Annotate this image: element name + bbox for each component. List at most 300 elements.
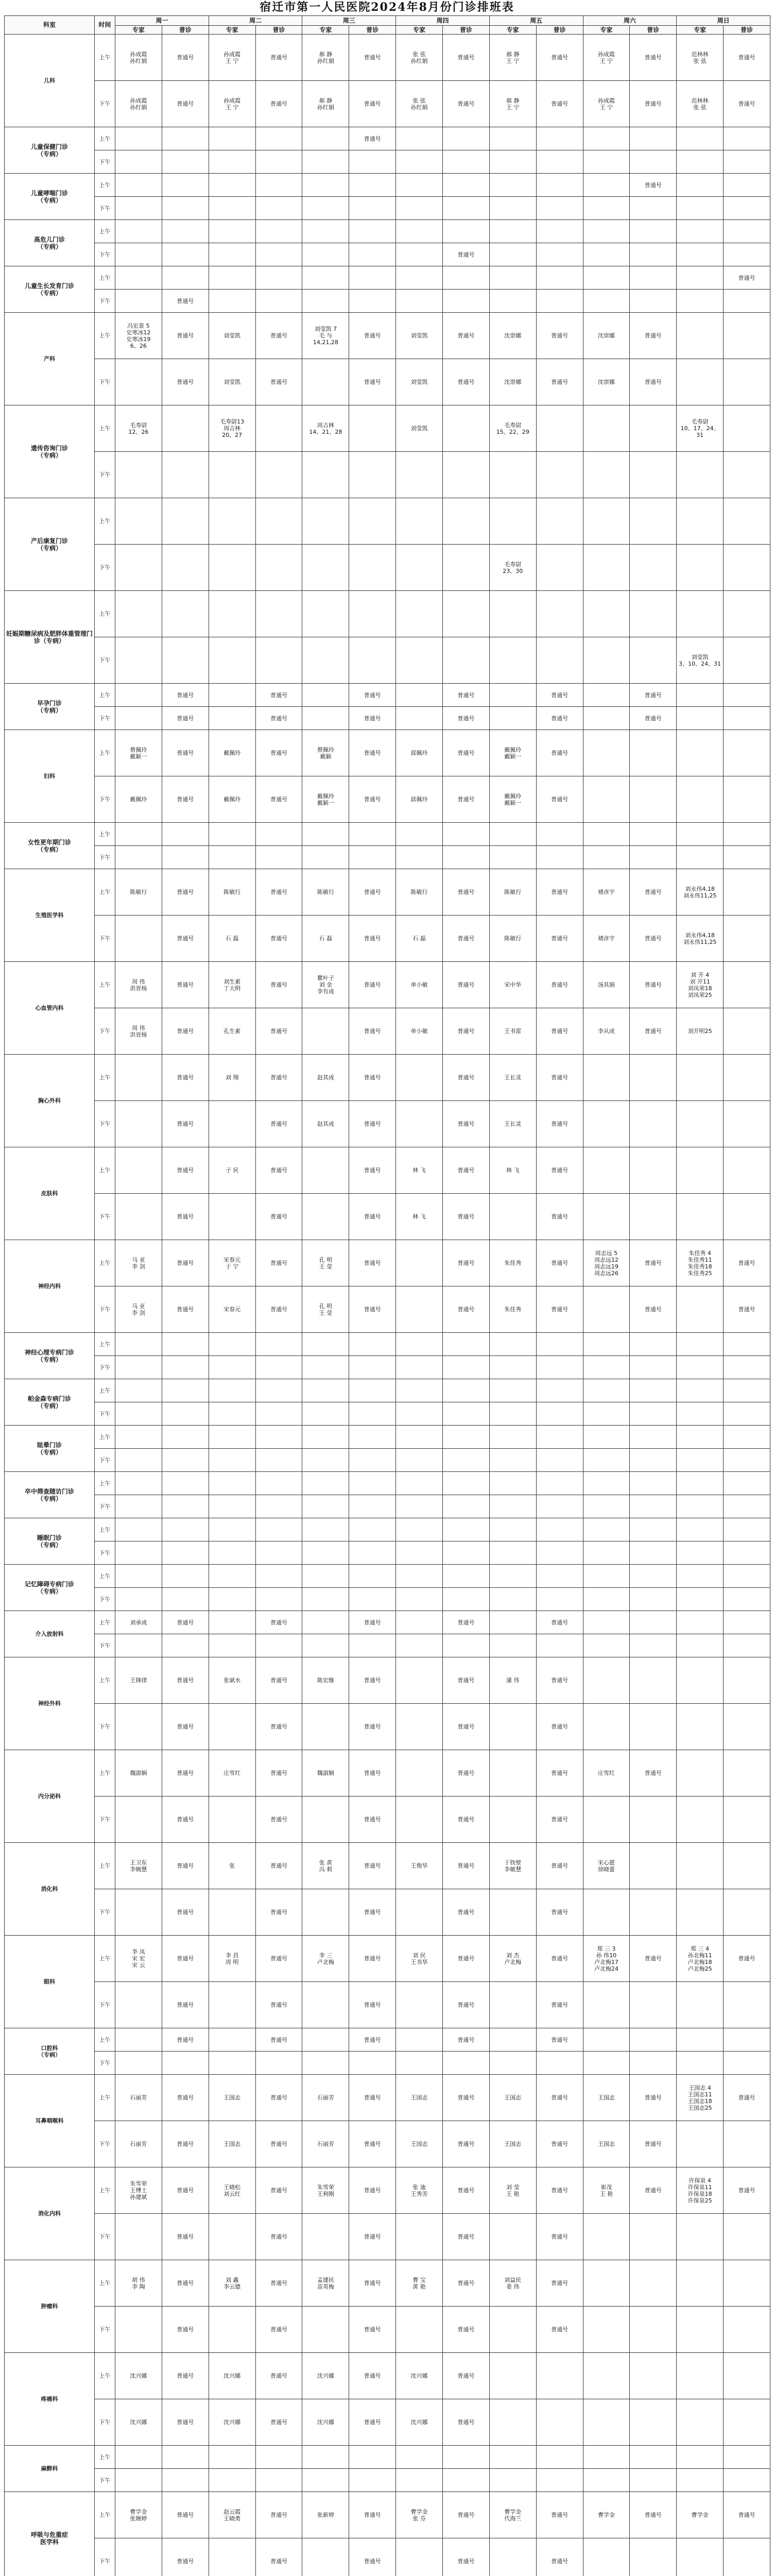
expert-cell: 庄雪红 (583, 1750, 630, 1797)
session-label: 下午 (95, 452, 115, 498)
general-cell (442, 1634, 489, 1657)
general-cell (162, 1449, 209, 1472)
general-cell (724, 2469, 770, 2492)
general-cell (724, 2538, 770, 2576)
expert-cell (583, 243, 630, 266)
general-cell: 普通号 (442, 2399, 489, 2446)
expert-cell (677, 2121, 724, 2167)
expert-cell: 孙成霞 孙红娟 (115, 81, 162, 127)
general-cell (630, 1194, 677, 1240)
expert-cell (115, 220, 162, 243)
expert-cell (115, 1518, 162, 1541)
expert-cell (302, 150, 349, 174)
expert-cell (302, 1194, 349, 1240)
expert-cell (302, 2052, 349, 2075)
general-cell: 普通号 (162, 776, 209, 823)
expert-cell (583, 1541, 630, 1565)
expert-cell (209, 1518, 255, 1541)
general-cell: 普通号 (162, 2399, 209, 2446)
general-cell: 普通号 (442, 1889, 489, 1936)
expert-cell (396, 1797, 443, 1843)
expert-cell (115, 545, 162, 591)
general-cell: 普通号 (255, 313, 302, 359)
dept-name: 早孕门诊 （专病） (5, 684, 95, 730)
dept-name: 女性更年期门诊 （专病） (5, 823, 95, 869)
header-expert: 专家 (115, 26, 162, 35)
expert-cell (489, 846, 536, 869)
general-cell: 普通号 (255, 2214, 302, 2260)
session-label: 上午 (95, 869, 115, 916)
general-cell (442, 545, 489, 591)
general-cell (724, 150, 770, 174)
expert-cell (302, 220, 349, 243)
general-cell (162, 127, 209, 150)
schedule-row (5, 1379, 770, 1402)
general-cell (724, 684, 770, 707)
general-cell (724, 1402, 770, 1426)
expert-cell (677, 2446, 724, 2469)
expert-cell (209, 1495, 255, 1518)
general-cell (255, 591, 302, 637)
session-label: 上午 (95, 1843, 115, 1889)
general-cell: 普通号 (536, 1797, 583, 1843)
expert-cell (115, 174, 162, 197)
general-cell: 普通号 (255, 869, 302, 916)
general-cell: 普通号 (442, 730, 489, 776)
general-cell (255, 1518, 302, 1541)
expert-cell (302, 823, 349, 846)
expert-cell (583, 1449, 630, 1472)
general-cell (442, 1379, 489, 1402)
general-cell (162, 1495, 209, 1518)
expert-cell (209, 1194, 255, 1240)
general-cell (630, 1147, 677, 1194)
expert-cell (489, 290, 536, 313)
expert-cell (677, 1356, 724, 1379)
session-label: 下午 (95, 2052, 115, 2075)
general-cell: 普通号 (442, 1147, 489, 1194)
general-cell (724, 359, 770, 405)
general-cell: 普通号 (349, 869, 396, 916)
general-cell (536, 1565, 583, 1588)
expert-cell (302, 266, 349, 290)
session-label: 下午 (95, 1402, 115, 1426)
expert-cell: 郝 静 孙红娟 (302, 81, 349, 127)
dept-name: 消化科 (5, 1843, 95, 1936)
session-label: 下午 (95, 2121, 115, 2167)
general-cell (162, 1402, 209, 1426)
general-cell: 普通号 (255, 2028, 302, 2052)
expert-cell (115, 591, 162, 637)
expert-cell (677, 2538, 724, 2576)
general-cell (630, 2028, 677, 2052)
general-cell: 普通号 (255, 1750, 302, 1797)
expert-cell (677, 1472, 724, 1495)
expert-cell (396, 174, 443, 197)
expert-cell: 刘莹凯 (396, 359, 443, 405)
expert-cell: 孔 明 王 莹 (302, 1240, 349, 1286)
header-day: 周二 (209, 16, 302, 26)
general-cell: 普通号 (630, 1286, 677, 1333)
expert-cell (396, 545, 443, 591)
general-cell: 普通号 (349, 1055, 396, 1101)
general-cell (162, 197, 209, 220)
expert-cell (489, 1518, 536, 1541)
schedule-row (5, 1101, 770, 1147)
general-cell (255, 243, 302, 266)
expert-cell (302, 1982, 349, 2028)
general-cell: 普通号 (349, 1008, 396, 1055)
expert-cell (489, 2469, 536, 2492)
general-cell: 普通号 (162, 2538, 209, 2576)
general-cell (349, 2469, 396, 2492)
expert-cell (583, 405, 630, 452)
schedule-row (5, 1426, 770, 1449)
general-cell: 普通号 (255, 1286, 302, 1333)
general-cell: 普通号 (536, 313, 583, 359)
session-label: 下午 (95, 1797, 115, 1843)
header-dept: 科室 (5, 16, 95, 35)
schedule-row (5, 1147, 770, 1194)
expert-cell (583, 2446, 630, 2469)
expert-cell (302, 637, 349, 684)
expert-cell: 子 民 (209, 1147, 255, 1194)
session-label: 上午 (95, 1379, 115, 1402)
expert-cell (583, 1588, 630, 1611)
expert-cell (583, 2538, 630, 2576)
expert-cell: 陈敏行 (209, 869, 255, 916)
general-cell: 普通号 (442, 776, 489, 823)
session-label: 下午 (95, 81, 115, 127)
general-cell (162, 1472, 209, 1495)
general-cell: 普通号 (536, 1982, 583, 2028)
expert-cell (302, 1402, 349, 1426)
general-cell (536, 2469, 583, 2492)
dept-name: 产科 (5, 313, 95, 405)
general-cell: 普通号 (630, 1936, 677, 1982)
general-cell: 普通号 (442, 2075, 489, 2121)
dept-name: 眼科 (5, 1936, 95, 2028)
expert-cell (396, 1889, 443, 1936)
general-cell (724, 313, 770, 359)
general-cell: 普通号 (536, 1611, 583, 1634)
expert-cell (115, 707, 162, 730)
schedule-row (5, 545, 770, 591)
general-cell (442, 220, 489, 243)
expert-cell (583, 591, 630, 637)
general-cell: 普通号 (536, 2075, 583, 2121)
schedule-table (4, 15, 770, 2576)
expert-cell (115, 1982, 162, 2028)
expert-cell (209, 1889, 255, 1936)
general-cell (442, 1541, 489, 1565)
general-cell (162, 1333, 209, 1356)
expert-cell (302, 684, 349, 707)
general-cell (724, 730, 770, 776)
expert-cell: 郝 静 王 宁 (489, 35, 536, 81)
expert-cell (489, 1449, 536, 1472)
general-cell: 普通号 (255, 776, 302, 823)
session-label: 上午 (95, 1750, 115, 1797)
general-cell: 普通号 (724, 2075, 770, 2121)
session-label: 下午 (95, 2399, 115, 2446)
expert-cell (302, 174, 349, 197)
general-cell (724, 2214, 770, 2260)
expert-cell (489, 2538, 536, 2576)
header-general: 普诊 (442, 26, 489, 35)
header-expert: 专家 (489, 26, 536, 35)
expert-cell: 王国志 (396, 2075, 443, 2121)
general-cell (724, 127, 770, 150)
expert-cell (302, 1518, 349, 1541)
expert-cell (583, 1055, 630, 1101)
dept-name: 介入放射科 (5, 1611, 95, 1657)
dept-name: 妊娠期糖尿病及肥胖体重管理门诊（专病） (5, 591, 95, 684)
expert-cell (677, 1449, 724, 1472)
expert-cell: 刘 开 4 刘 开11 刘凤荣18 刘凤荣25 (677, 962, 724, 1008)
expert-cell (489, 1797, 536, 1843)
general-cell (255, 150, 302, 174)
general-cell: 普通号 (349, 1657, 396, 1704)
expert-cell (396, 2214, 443, 2260)
expert-cell (677, 2214, 724, 2260)
general-cell (255, 1588, 302, 1611)
general-cell: 普通号 (536, 2214, 583, 2260)
dept-name: 神经内科 (5, 1240, 95, 1333)
session-label: 下午 (95, 1982, 115, 2028)
expert-cell (302, 1426, 349, 1449)
expert-cell (115, 1449, 162, 1472)
general-cell: 普通号 (442, 1008, 489, 1055)
expert-cell (209, 1982, 255, 2028)
schedule-row (5, 1472, 770, 1495)
general-cell: 普通号 (442, 684, 489, 707)
general-cell (442, 823, 489, 846)
general-cell (630, 1356, 677, 1379)
expert-cell (302, 359, 349, 405)
general-cell (724, 916, 770, 962)
general-cell: 普通号 (536, 1889, 583, 1936)
general-cell (630, 1843, 677, 1889)
general-cell: 普通号 (162, 1889, 209, 1936)
expert-cell (677, 1565, 724, 1588)
general-cell (442, 452, 489, 498)
header-expert: 专家 (396, 26, 443, 35)
general-cell (724, 405, 770, 452)
schedule-row (5, 2492, 770, 2538)
general-cell: 普通号 (162, 2214, 209, 2260)
schedule-row (5, 776, 770, 823)
general-cell: 普通号 (349, 2492, 396, 2538)
general-cell (349, 498, 396, 545)
expert-cell: 范林林 张 弦 (677, 81, 724, 127)
general-cell: 普通号 (442, 1240, 489, 1286)
expert-cell (115, 1495, 162, 1518)
expert-cell (209, 127, 255, 150)
expert-cell: 石 磊 (302, 916, 349, 962)
expert-cell (209, 243, 255, 266)
general-cell (724, 1008, 770, 1055)
session-label: 上午 (95, 35, 115, 81)
general-cell: 普通号 (349, 962, 396, 1008)
expert-cell (489, 1426, 536, 1449)
expert-cell (115, 1101, 162, 1147)
general-cell (536, 174, 583, 197)
general-cell (536, 1495, 583, 1518)
expert-cell: 王国志 (489, 2075, 536, 2121)
expert-cell: 魏淑娴 (302, 1750, 349, 1797)
expert-cell (396, 1541, 443, 1565)
expert-cell (302, 1356, 349, 1379)
general-cell (630, 1541, 677, 1565)
general-cell (724, 174, 770, 197)
expert-cell (396, 1704, 443, 1750)
general-cell: 普通号 (349, 81, 396, 127)
expert-cell (302, 1495, 349, 1518)
expert-cell (302, 290, 349, 313)
expert-cell (302, 2307, 349, 2353)
dept-name: 儿科 (5, 35, 95, 127)
expert-cell: 刘莹凯 3、10、24、31 (677, 637, 724, 684)
general-cell: 普通号 (442, 2307, 489, 2353)
expert-cell: 宋春元 于 宁 (209, 1240, 255, 1286)
general-cell: 普通号 (162, 1055, 209, 1101)
schedule-row (5, 197, 770, 220)
expert-cell (583, 2353, 630, 2399)
general-cell: 普通号 (162, 869, 209, 916)
general-cell: 普通号 (255, 1147, 302, 1194)
general-cell (255, 1356, 302, 1379)
general-cell (536, 591, 583, 637)
general-cell: 普通号 (630, 35, 677, 81)
expert-cell (209, 545, 255, 591)
general-cell (630, 637, 677, 684)
general-cell (442, 127, 489, 150)
schedule-row (5, 2446, 770, 2469)
expert-cell: 周吉林 14、21、28 (302, 405, 349, 452)
expert-cell (677, 150, 724, 174)
expert-cell (583, 1194, 630, 1240)
general-cell: 普通号 (162, 1704, 209, 1750)
general-cell (442, 498, 489, 545)
general-cell: 普通号 (536, 2260, 583, 2307)
general-cell: 普通号 (630, 1750, 677, 1797)
general-cell (162, 405, 209, 452)
expert-cell: 王国志 (489, 2121, 536, 2167)
session-label: 上午 (95, 2028, 115, 2052)
expert-cell (209, 1101, 255, 1147)
expert-cell (302, 2446, 349, 2469)
general-cell: 普通号 (536, 916, 583, 962)
expert-cell (302, 243, 349, 266)
expert-cell: 石 磊 (396, 916, 443, 962)
general-cell: 普通号 (724, 35, 770, 81)
expert-cell (115, 1055, 162, 1101)
expert-cell: 王长灵 (489, 1055, 536, 1101)
general-cell (536, 545, 583, 591)
expert-cell: 陈敏行 (489, 916, 536, 962)
expert-cell (677, 1495, 724, 1518)
session-label: 下午 (95, 1495, 115, 1518)
expert-cell (583, 776, 630, 823)
session-label: 上午 (95, 220, 115, 243)
expert-cell (302, 1147, 349, 1194)
general-cell: 普通号 (162, 359, 209, 405)
expert-cell (583, 1101, 630, 1147)
general-cell (162, 1541, 209, 1565)
expert-cell: 毛寿尉 10、17、24、31 (677, 405, 724, 452)
expert-cell (677, 1750, 724, 1797)
general-cell: 普通号 (255, 2353, 302, 2399)
expert-cell (115, 2052, 162, 2075)
expert-cell (489, 2214, 536, 2260)
expert-cell: 周 伟 洪晋杨 (115, 1008, 162, 1055)
expert-cell (677, 684, 724, 707)
expert-cell (583, 1426, 630, 1449)
general-cell (162, 1356, 209, 1379)
session-label: 上午 (95, 498, 115, 545)
general-cell (724, 2446, 770, 2469)
expert-cell (115, 1379, 162, 1402)
page-title: 宿迁市第一人民医院2024年8月份门诊排班表 (260, 1, 514, 14)
general-cell: 普通号 (724, 266, 770, 290)
general-cell (724, 1750, 770, 1797)
general-cell (255, 1333, 302, 1356)
expert-cell (489, 2353, 536, 2399)
expert-cell (489, 1634, 536, 1657)
expert-cell (396, 266, 443, 290)
general-cell (349, 266, 396, 290)
expert-cell (583, 2052, 630, 2075)
general-cell (630, 2260, 677, 2307)
expert-cell (677, 1657, 724, 1704)
expert-cell (677, 730, 724, 776)
expert-cell (209, 1704, 255, 1750)
general-cell: 普通号 (349, 127, 396, 150)
expert-cell: 林 飞 (396, 1194, 443, 1240)
schedule-row (5, 1518, 770, 1541)
general-cell: 普通号 (255, 707, 302, 730)
expert-cell (583, 220, 630, 243)
header-day: 周四 (396, 16, 490, 26)
general-cell: 普通号 (162, 684, 209, 707)
header-general: 普诊 (255, 26, 302, 35)
expert-cell: 王晓松 刘云红 (209, 2167, 255, 2214)
expert-cell (302, 197, 349, 220)
expert-cell (396, 2538, 443, 2576)
expert-cell: 冯宏景 5 史寒冰12 史寒冰19 6、26 (115, 313, 162, 359)
general-cell (536, 1634, 583, 1657)
schedule-row (5, 916, 770, 962)
expert-cell (677, 127, 724, 150)
general-cell: 普通号 (442, 1750, 489, 1797)
expert-cell (489, 707, 536, 730)
general-cell (162, 1379, 209, 1402)
expert-cell (209, 1797, 255, 1843)
expert-cell: 马 亚 李 剑 (115, 1240, 162, 1286)
general-cell: 普通号 (162, 2353, 209, 2399)
expert-cell (396, 1286, 443, 1333)
general-cell (536, 150, 583, 174)
general-cell (349, 1356, 396, 1379)
expert-cell (583, 823, 630, 846)
expert-cell (489, 1982, 536, 2028)
header-expert: 专家 (583, 26, 630, 35)
session-label: 上午 (95, 1147, 115, 1194)
general-cell (724, 1611, 770, 1634)
general-cell (630, 2307, 677, 2353)
expert-cell (677, 2469, 724, 2492)
